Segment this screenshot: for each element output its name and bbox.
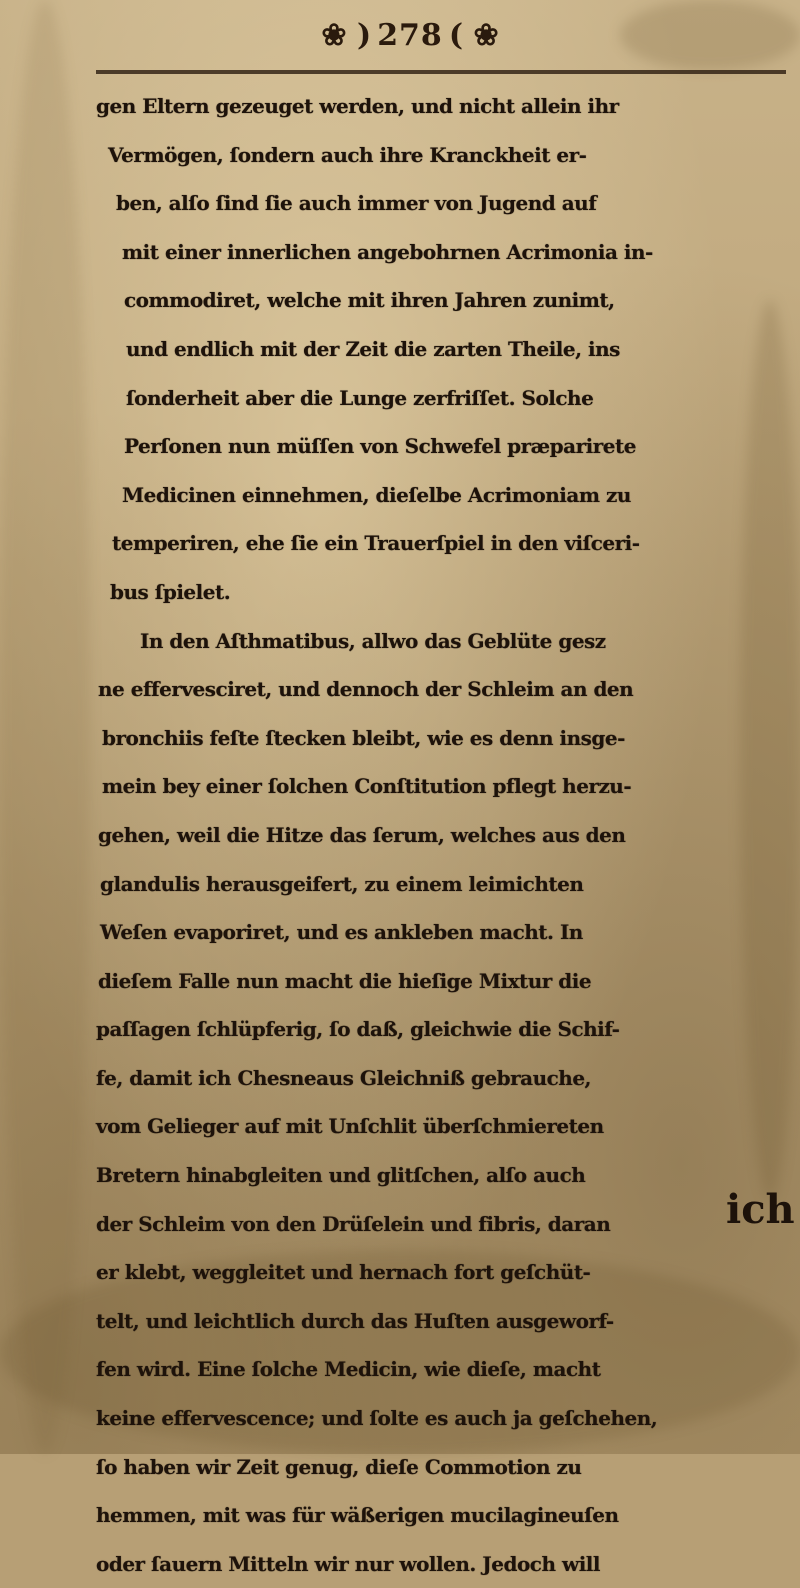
page-number: 278 [377,17,443,53]
text-line: vom Gelieger auf mit Unſchlit überſchmiereten [96,1114,604,1139]
text-line: Perſonen nun müſſen von Schwefel præparirete [124,434,636,459]
text-line: mein bey einer ſolchen Conſtitution pflegt herzu- [102,774,632,799]
text-line: bronchiis feſte ſtecken bleibt, wie es denn insge- [102,725,625,750]
header-rule [96,70,786,74]
text-line: Medicinen einnehmen, dieſelbe Acrimoniam zu [122,482,631,507]
catchword: ich [726,1186,795,1233]
text-line: oder ſauern Mitteln wir nur wollen. Jedoch will [96,1551,600,1576]
text-line: hemmen, mit was für wäßerigen mucilagineuſen [96,1503,619,1528]
text-line: gen Eltern gezeuget werden, und nicht allein ihr [96,94,619,118]
text-line: fe, damit ich Chesneaus Gleichniß gebrauche, [96,1065,592,1090]
flower-ornament-icon: ( ❀ [448,17,499,53]
text-line: In den Aſthmatibus, allwo das Geblüte gesz [140,628,606,653]
body-text [96,82,796,1588]
page-header [250,4,570,66]
text-line: ne effervesciret, und dennoch der Schleim an den [98,677,634,702]
text-line: mit einer innerlichen angebohrnen Acrimonia in- [122,239,653,264]
flower-ornament-icon: ❀ ) [321,17,372,53]
text-line: glandulis herausgeifert, zu einem leimichten [100,871,584,896]
text-line: ſo haben wir Zeit genug, dieſe Commotion zu [96,1454,582,1479]
text-line: und endlich mit der Zeit die zarten Theile, ins [126,336,620,361]
text-line: telt, und leichtlich durch das Huſten ausgeworf- [96,1308,614,1333]
text-line: er klebt, weggleitet und hernach fort geſchüt- [96,1260,591,1285]
text-line: Weſen evaporiret, und es ankleben macht. In [100,920,583,945]
text-line: fen wird. Eine ſolche Medicin, wie dieſe, macht [96,1357,601,1382]
text-line: Bretern hinabgleiten und glitſchen, alſo auch [96,1163,586,1188]
text-line: keine effervescence; und ſolte es auch ja geſchehen, [96,1406,658,1431]
text-line: ben, alſo ſind ſie auch immer von Jugend auf [116,191,597,216]
text-line: dieſem Falle nun macht die hieſige Mixtur die [98,968,592,993]
text-line: gehen, weil die Hitze das ſerum, welches aus den [98,822,626,847]
text-line: temperiren, ehe ſie ein Trauerſpiel in den viſceri- [112,531,640,556]
text-line: ſonderheit aber die Lunge zerfriſſet. Solche [126,385,594,410]
text-line: Vermögen, ſondern auch ihre Kranckheit er- [108,142,587,167]
text-line: paſſagen ſchlüpferig, ſo daß, gleichwie die Schif- [96,1017,620,1042]
text-line: bus ſpielet. [110,579,231,604]
paper-stain [0,0,90,1454]
text-line: commodiret, welche mit ihren Jahren zunimt, [124,288,615,313]
text-line: der Schleim von den Drüſelein und fibris, daran [96,1211,611,1236]
paper-stain [620,0,800,70]
